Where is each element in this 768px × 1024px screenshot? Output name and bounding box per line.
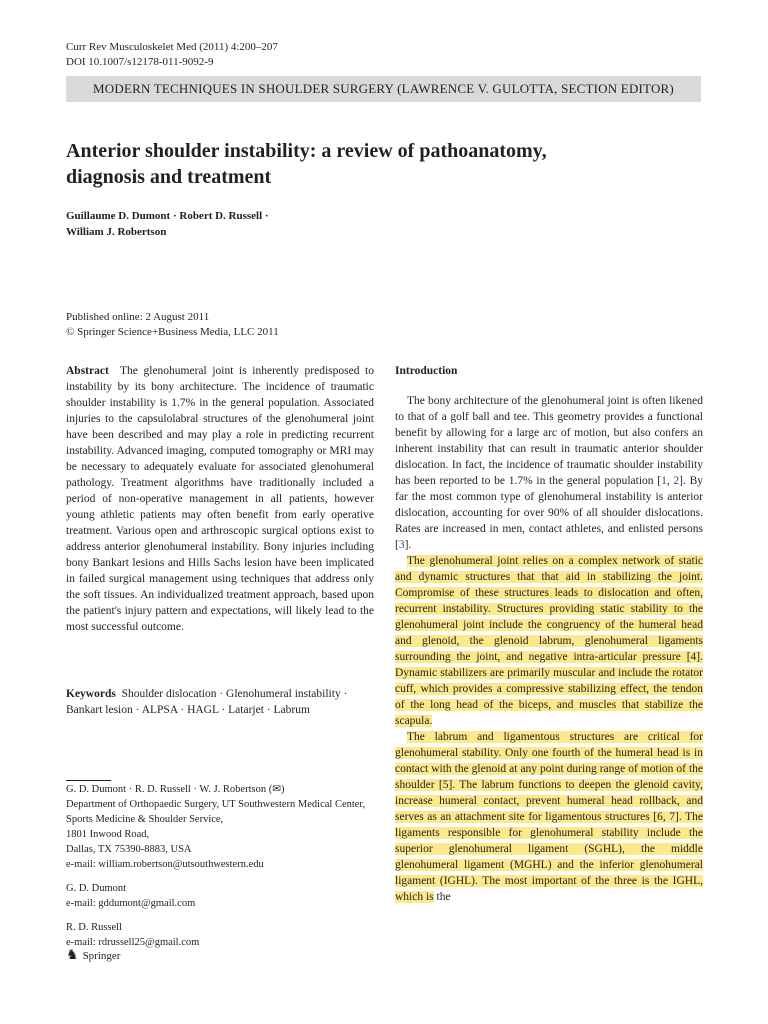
authors-line-1: Guillaume D. Dumont · Robert D. Russell · bbox=[66, 210, 269, 222]
affiliation-city: Dallas, TX 75390-8883, USA bbox=[66, 844, 192, 855]
intro-p1-text-b: ]. By far the most common type of glenohumeral instability is anterior dislocation, accounting for over 90% of all shoulder dislocations. Rates are increased in men, contact athletes, and enlisted persons [ bbox=[395, 475, 704, 551]
intro-p1-text-a: The bony architecture of the glenohumeral joint is often likened to that of a golf ball and tee. This geometry provides a functional benefit by allowing for a large arc of motion, but also confers an inherent instability that can result in traumatic anterior shoulder dislocation. In fact, the incidence of traumatic shoulder instability has been reported to be 1.7% in the general population [ bbox=[395, 395, 703, 487]
intro-paragraph-1 bbox=[395, 393, 703, 553]
intro-paragraph-3 bbox=[395, 729, 703, 905]
affiliation-department: Department of Orthopaedic Surgery, UT Southwestern Medical Center, Sports Medicine & Shoulder Service, bbox=[66, 799, 366, 825]
publisher-footer bbox=[66, 948, 120, 964]
intro-p1-sep: , bbox=[666, 475, 674, 487]
affiliation-email-2[interactable]: e-mail: gddumont@gmail.com bbox=[66, 898, 196, 909]
copyright-notice: © Springer Science+Business Media, LLC 2011 bbox=[66, 326, 279, 338]
doi-line: DOI 10.1007/s12178-011-9092-9 bbox=[66, 56, 214, 68]
affiliation-name-3: R. D. Russell bbox=[66, 922, 123, 933]
affiliation-divider bbox=[66, 780, 111, 781]
affiliation-name-2: G. D. Dumont bbox=[66, 883, 127, 894]
abstract-text: The glenohumeral joint is inherently predisposed to instability by its bony architecture. The incidence of traumatic shoulder instability is 1.7% in the general population. Associated injuries to the capsulolabral structures of the glenohumeral joint have been described and may play a role in predicting recurrent instability. Advanced imaging, computed tomography or MRI may be necessary to adequately evaluate for associated glenohumeral pathology. Treatment algorithms have traditionally included a period of non-operative management in all patients, however young athletic patients may often benefit from early operative treatment. Various open and arthroscopic surgical options exist to address anterior glenohumeral instability. Bony injuries including bony Bankart lesions and Hills Sachs lesion have been implicated in failed surgical management using techniques that address only the soft tissues. An individualized treatment approach, based upon the patient's injury pattern and expectations, will likely lead to the most successful outcome. bbox=[66, 365, 375, 633]
reference-link-1[interactable]: 1 bbox=[661, 475, 667, 487]
intro-p1-text-c: ]. bbox=[404, 539, 412, 551]
published-date: Published online: 2 August 2011 bbox=[66, 311, 210, 323]
introduction-section bbox=[395, 363, 703, 905]
affiliation-email-1[interactable]: e-mail: william.robertson@utsouthwestern.edu bbox=[66, 859, 264, 870]
reference-link-2[interactable]: 2 bbox=[673, 475, 680, 487]
affiliation-authors: G. D. Dumont · R. D. Russell · W. J. Robertson (✉) bbox=[66, 784, 285, 795]
abstract-label: Abstract bbox=[66, 365, 109, 377]
abstract-paragraph bbox=[66, 363, 374, 635]
journal-citation: Curr Rev Musculoskelet Med (2011) 4:200–207 bbox=[66, 41, 278, 53]
article-title bbox=[66, 138, 666, 190]
publication-info bbox=[66, 310, 279, 340]
reference-link-3[interactable]: 3 bbox=[398, 539, 405, 551]
affiliations bbox=[66, 782, 374, 950]
springer-horse-icon: ♞ bbox=[66, 948, 79, 963]
intro-paragraph-2 bbox=[395, 553, 703, 729]
abstract-section bbox=[66, 363, 374, 635]
highlighted-text-2: The glenohumeral joint relies on a complex network of static and dynamic structures that that aid in stabilizing the joint. Compromise of these structures leads to dislocation and often, recurrent instability. Structures providing static stability to the glenohumeral joint include the congruency of the humeral head and glenoid, the glenoid labrum, glenohumeral ligaments surrounding the joint, and negative intra-articular pressure [4]. Dynamic stabilizers are primarily muscular and include the rotator cuff, which provides a compressive stabilizing effect, the tendon of the long head of the biceps, and muscles that stabilize the scapula. bbox=[395, 555, 703, 727]
highlighted-text-3: The labrum and ligamentous structures are critical for glenohumeral stability. Only one fourth of the humeral head is in contact with the glenoid at any point during range of motion of the shoulder [5]. The labrum functions to deepen the glenoid cavity, increase humeral contact, prevent humeral head rollback, and serves as an attachment site for ligamentous structures [6, 7]. The ligaments responsible for glenohumeral stability include the superior glenohumeral ligament (SGHL), the middle glenohumeral ligament (MGHL) and the inferior glenohumeral ligament (IGHL). The most important of the three is the IGHL, which is bbox=[395, 731, 703, 903]
keywords-section bbox=[66, 686, 374, 718]
authors-line-2: William J. Robertson bbox=[66, 226, 167, 238]
title-line-1: Anterior shoulder instability: a review of pathoanatomy, bbox=[66, 140, 547, 162]
keywords-label: Keywords bbox=[66, 688, 116, 700]
keywords-text: Shoulder dislocation · Glenohumeral instability · Bankart lesion · ALPSA · HAGL · Latarjet · Labrum bbox=[66, 688, 348, 716]
author-list bbox=[66, 208, 366, 240]
introduction-heading: Introduction bbox=[395, 365, 458, 377]
affiliation-street: 1801 Inwood Road, bbox=[66, 829, 150, 840]
section-banner: MODERN TECHNIQUES IN SHOULDER SURGERY (LAWRENCE V. GULOTTA, SECTION EDITOR) bbox=[66, 76, 701, 102]
keywords-paragraph bbox=[66, 686, 374, 718]
publisher-name: Springer bbox=[82, 950, 121, 962]
intro-p3-tail: the bbox=[433, 891, 451, 903]
title-line-2: diagnosis and treatment bbox=[66, 166, 272, 188]
affiliation-email-3[interactable]: e-mail: rdrussell25@gmail.com bbox=[66, 937, 200, 948]
